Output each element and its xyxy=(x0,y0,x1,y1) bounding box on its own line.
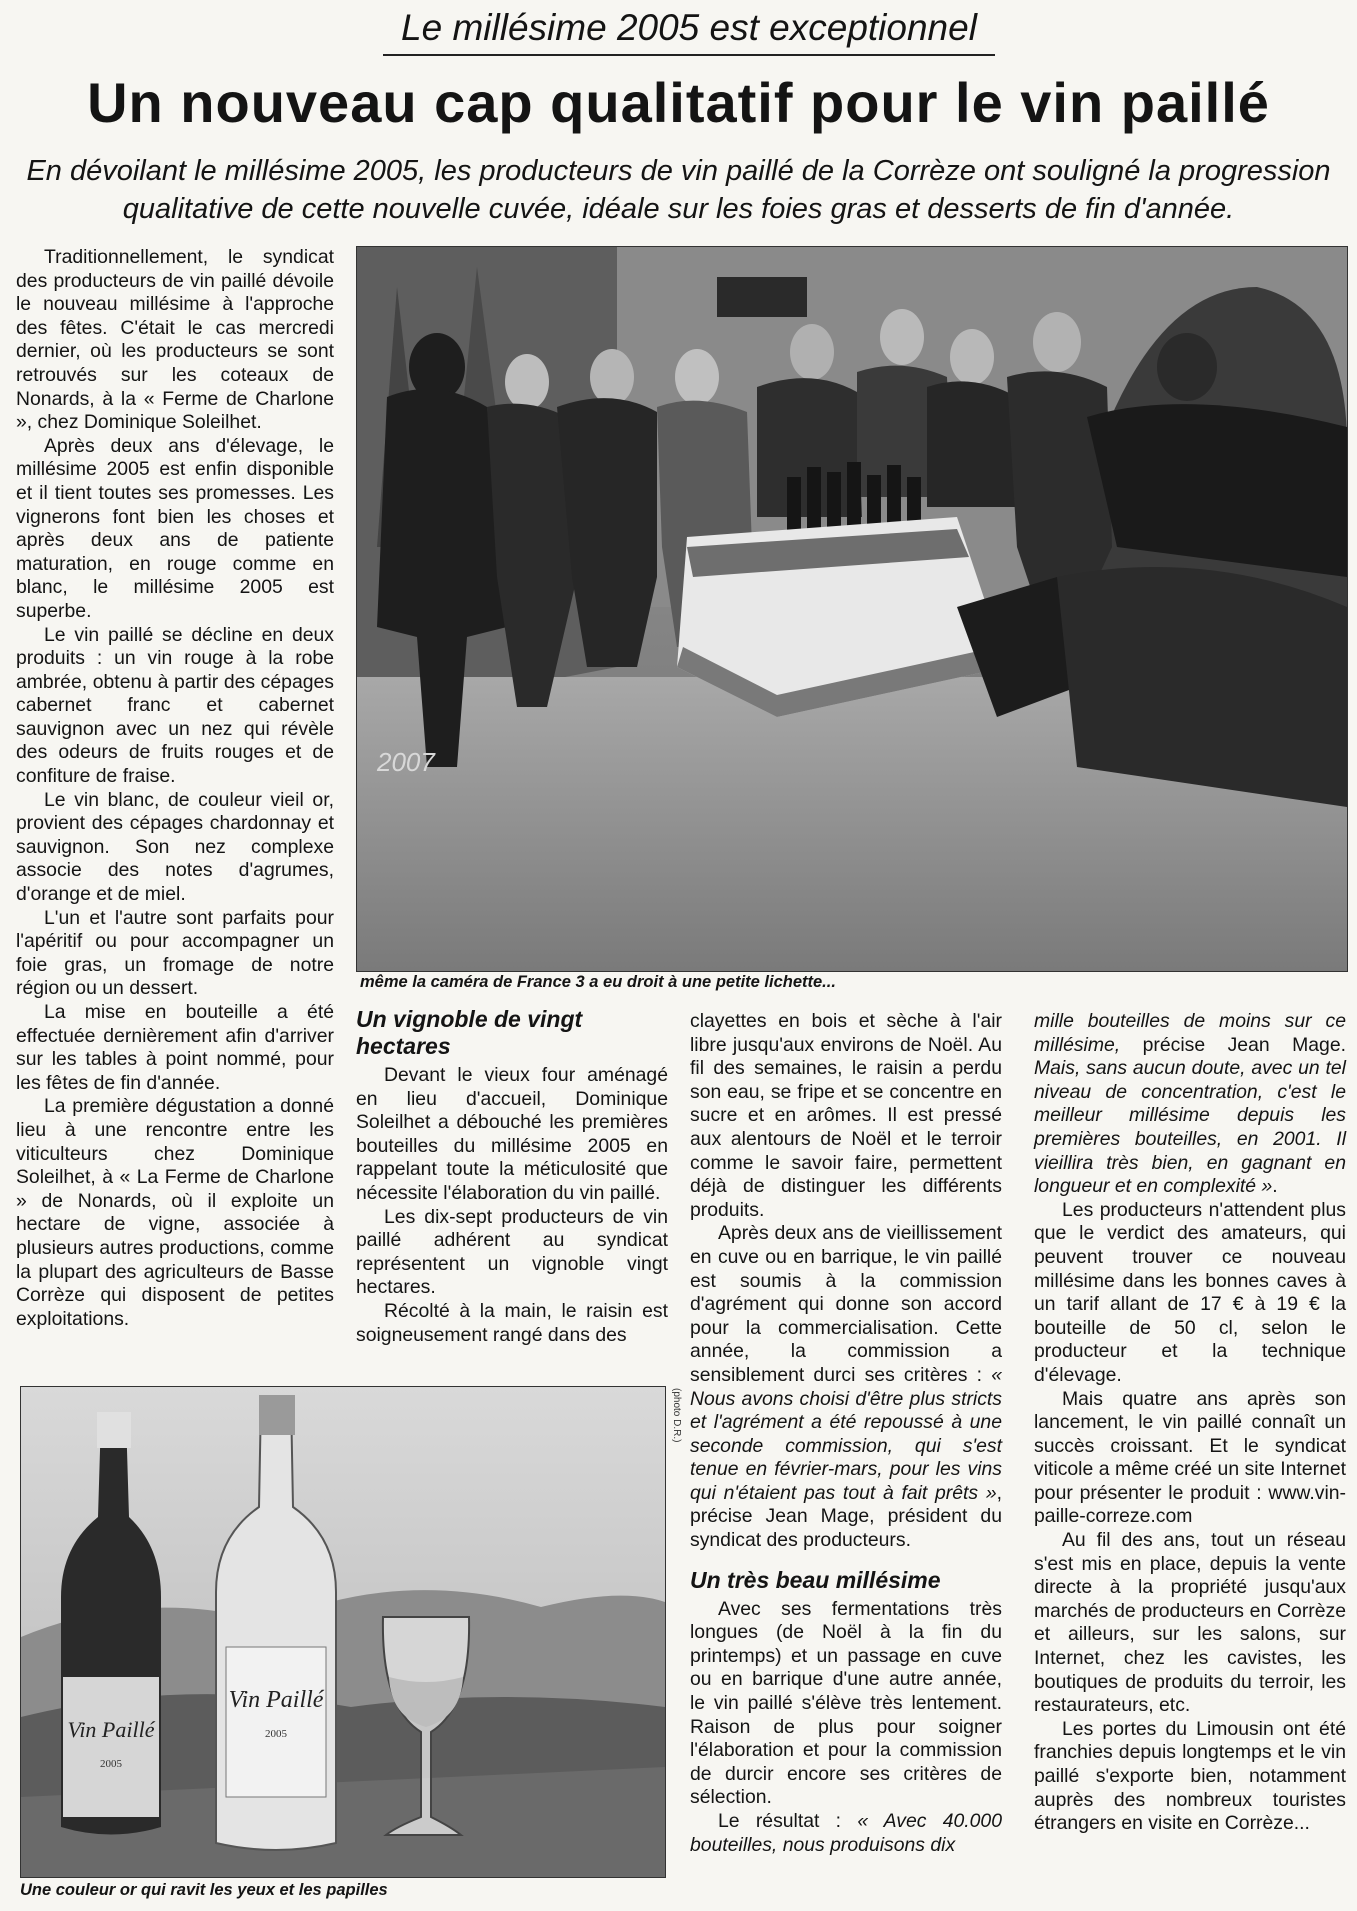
column-3 xyxy=(690,1010,1002,1857)
photo-bottles-image xyxy=(21,1387,665,1877)
text: , précise Jean Mage, président du syndicat des producteurs. xyxy=(690,1481,1002,1552)
paragraph: Récolté à la main, le raisin est soigneusement rangé dans des xyxy=(356,1299,668,1346)
column-4 xyxy=(1034,1010,1346,1836)
paragraph: Les dix-sept producteurs de vin paillé adhérent au syndicat représentent un vignoble vingt hectares. xyxy=(356,1205,668,1299)
photo-tasting xyxy=(356,246,1348,972)
headline: Un nouveau cap qualitatif pour le vin paillé xyxy=(87,71,1270,134)
photo-date-stamp: 2007 xyxy=(377,747,435,777)
quote: « Nous avons choisi d'être plus stricts et l'agrément a été repoussé à une seconde commission, qui s'est tenue en février-mars, pour les vins qui n'étaient pas tout à fait prêts » xyxy=(690,1363,1002,1504)
caption-tasting: même la caméra de France 3 a eu droit à une petite lichette... xyxy=(360,973,836,991)
quote: Mais, sans aucun doute, avec un tel niveau de concentration, c'est le meilleur millésime depuis les premières bouteilles, en 2001. Il vieillira très bien, en gagnant en longueur et en complexité » xyxy=(1034,1057,1346,1198)
column-2 xyxy=(356,1006,668,1347)
subhead-millesime: Un très beau millésime xyxy=(690,1566,941,1593)
bottle-label-2: Vin Paillé xyxy=(228,1687,324,1713)
paragraph: Traditionnellement, le syndicat des producteurs de vin paillé dévoile le nouveau millésime à l'approche des fêtes. C'était le cas mercredi dernier, où les producteurs se sont retrouvés sur les coteaux de Nonards, à la « Ferme de Charlone », chez Dominique Soleilhet. xyxy=(16,246,334,434)
paragraph: Mais quatre ans après son lancement, le vin paillé connaît un succès croissant. Et le syndicat viticole a même créé un site Internet pour présenter le produit : www.vin-paille-correze.com xyxy=(1034,1387,1346,1528)
paragraph: Devant le vieux four aménagé en lieu d'accueil, Dominique Soleilhet a débouché les premières bouteilles du millésime 2005 en rappelant toute la méticulosité que nécessite l'élaboration du vin paillé. xyxy=(356,1064,668,1204)
quote: mille bouteilles de moins sur ce millésime, xyxy=(1034,1010,1346,1056)
paragraph: Après deux ans d'élevage, le millésime 2005 est enfin disponible et il tient toutes ses promesses. Les vignerons font bien les choses et après deux ans de patiente maturation, en rouge comme en blanc, le millésime 2005 est superbe. xyxy=(16,434,334,622)
paragraph: La mise en bouteille a été effectuée dernièrement afin d'arriver sur les tables à point nommé, pour les fêtes de fin d'année. xyxy=(16,1001,334,1094)
quote: « Avec 40.000 bouteilles, nous produisons dix xyxy=(690,1810,1002,1856)
bottle-label-1: Vin Paillé xyxy=(67,1717,155,1742)
photo-tasting-image xyxy=(357,247,1347,971)
paragraph: Le vin blanc, de couleur vieil or, provient des cépages chardonnay et sauvignon. Son nez complexe associe des notes d'agrumes, d'orange et de miel. xyxy=(16,788,334,906)
paragraph xyxy=(690,1810,1002,1857)
text: . xyxy=(1272,1175,1278,1198)
kicker: Le millésime 2005 est exceptionnel xyxy=(383,2,995,56)
paragraph xyxy=(690,1222,1002,1552)
text: Le résultat : xyxy=(718,1810,858,1832)
paragraph: clayettes en bois et sèche à l'air libre jusqu'aux environs de Noël. Au fil des semaines, le raisin a perdu son eau, se fripe et se concentre en sucre et en arômes. Il est pressé aux alentours de Noël et le terroir comme le savoir faire, permettent déjà de distinguer les différents produits. xyxy=(690,1010,1002,1221)
text: Après deux ans de vieillissement en cuve ou en barrique, le vin paillé est soumis à la commission d'agrément qui donne son accord pour la commercialisation. Cette année, la commission a sensiblement durci ses critères : xyxy=(690,1222,1002,1386)
text: précise Jean Mage. xyxy=(1120,1033,1346,1056)
subhead-vignoble: Un vignoble de vingt hectares xyxy=(356,1006,583,1059)
bottle-vintage-1: 2005 xyxy=(100,1758,122,1770)
paragraph: La première dégustation a donné lieu à une rencontre entre les viticulteurs chez Dominique Soleilhet, à « La Ferme de Charlone » de Nonards, où il exploite un hectare de vigne, associée à plusieurs autres productions, comme la plupart des agriculteurs de Basse Corrèze qui disposent de petites exploitations. xyxy=(16,1095,334,1330)
paragraph: Le vin paillé se décline en deux produits : un vin rouge à la robe ambrée, obtenu à partir des cépages cabernet franc et cabernet sauvignon avec un nez qui révèle des odeurs de fruits rouges et de confiture de fraise. xyxy=(16,623,334,788)
standfirst: En dévoilant le millésime 2005, les producteurs de vin paillé de la Corrèze ont souligné la progression qualitative de cette nouvelle cuvée, idéale sur les foies gras et desserts de fin d'année. xyxy=(26,155,1331,225)
caption-bottles: Une couleur or qui ravit les yeux et les papilles xyxy=(20,1881,388,1899)
paragraph: L'un et l'autre sont parfaits pour l'apéritif ou pour accompagner un foie gras, un fromage de notre région ou un dessert. xyxy=(16,906,334,1000)
photo-bottles xyxy=(20,1386,666,1878)
column-1 xyxy=(16,246,334,1331)
paragraph: Les portes du Limousin ont été franchies depuis longtemps et le vin paillé s'exporte bien, notamment auprès des nombreux touristes étrangers en visite en Corrèze... xyxy=(1034,1717,1346,1835)
paragraph xyxy=(1034,1010,1346,1199)
photo-credit: (photo D.R.) xyxy=(671,1388,682,1443)
paragraph: Avec ses fermentations très longues (de Noël à la fin du printemps) et un passage en cuve ou en barrique d'une autre année, le vin paillé s'élève très lentement. Raison de plus pour soigner l'élaboration et pour la commission de durcir encore ses critères de sélection. xyxy=(690,1597,1002,1809)
paragraph: Les producteurs n'attendent plus que le verdict des amateurs, qui peuvent trouver ce nouveau millésime dans les bonnes caves à un tarif allant de 17 € à 19 € la bouteille de 50 cl, selon le producteur et la technique d'élevage. xyxy=(1034,1198,1346,1386)
bottle-vintage-2: 2005 xyxy=(265,1728,287,1740)
paragraph: Au fil des ans, tout un réseau s'est mis en place, depuis la vente directe à la propriété jusqu'aux marchés de producteurs en Corrèze et ailleurs, sur les salons, sur Internet, chez les cavistes, les boutiques de produits du terroir, les restaurateurs, etc. xyxy=(1034,1529,1346,1717)
